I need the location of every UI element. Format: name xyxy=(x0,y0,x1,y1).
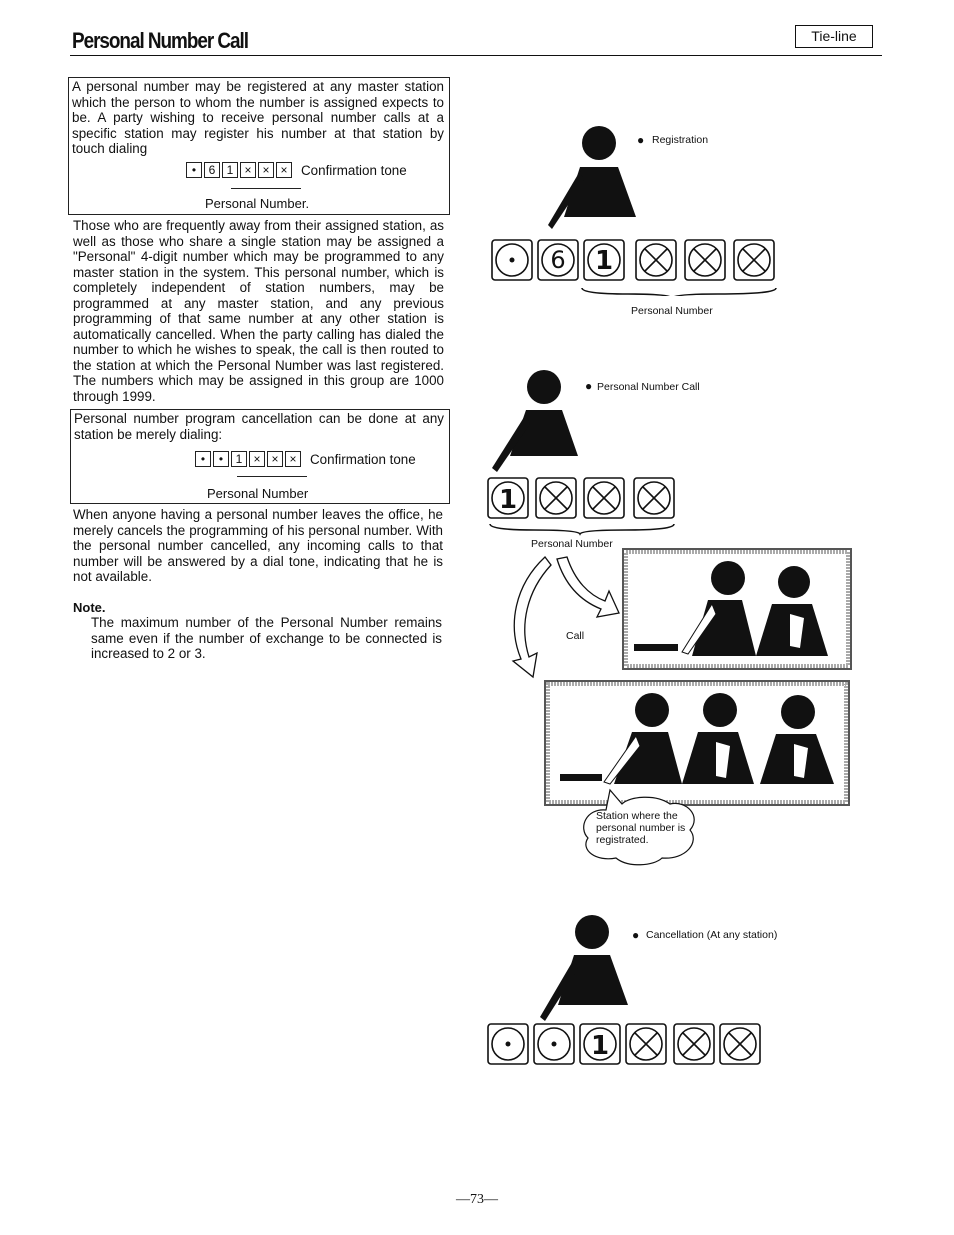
bullet-icon: ● xyxy=(632,928,640,942)
personal-number-label: Personal Number xyxy=(207,486,309,501)
key-dot: • xyxy=(186,162,202,178)
underline xyxy=(231,188,301,189)
key-dot: • xyxy=(213,451,229,467)
section-tag: Tie-line xyxy=(795,25,873,48)
key-x: × xyxy=(258,162,274,178)
cancellation-key-sequence xyxy=(195,451,416,467)
call-keys-graphic xyxy=(484,474,684,536)
key-x: × xyxy=(267,451,283,467)
confirmation-tone-label: Confirmation tone xyxy=(301,162,407,178)
bullet-icon: ● xyxy=(637,133,645,147)
note-text: The maximum number of the Personal Number remains same even if the number of exchange to be connected is increased to 2 or 3. xyxy=(91,615,442,661)
call-personal-number-label: Personal Number xyxy=(531,538,613,550)
registration-keys-graphic xyxy=(488,236,778,296)
key-6: 6 xyxy=(204,162,220,178)
svg-text:1: 1 xyxy=(498,485,518,515)
page-title: Personal Number Call xyxy=(72,28,248,53)
registration-text: A personal number may be registered at any master station which the person to whom the number is assigned expects to be. A party wishing to receive personal number calls at a specific station may register his number at that station by touch dialing xyxy=(72,79,444,156)
header-rule xyxy=(70,55,882,56)
cancellation-box xyxy=(70,409,450,504)
key-dot: • xyxy=(195,451,211,467)
station-picture-upper xyxy=(622,548,852,670)
cancellation-paragraph: When anyone having a personal number leaves the office, he merely cancels the programming of his personal number. With the personal number cancelled, any incoming calls to that number will be answered by a dial tone, indicating that he is not available. xyxy=(73,507,443,584)
cancellation-caption: Cancellation (At any station) xyxy=(646,929,778,941)
call-arrow-label: Call xyxy=(566,630,585,642)
registration-person-icon xyxy=(540,125,650,235)
svg-text:1: 1 xyxy=(590,1031,610,1061)
key-x: × xyxy=(240,162,256,178)
cancellation-text: Personal number program cancellation can be done at any station be merely dialing: xyxy=(74,411,444,442)
key-x: × xyxy=(249,451,265,467)
registration-key-sequence xyxy=(186,162,407,178)
key-1: 1 xyxy=(222,162,238,178)
note-title: Note. xyxy=(73,600,106,615)
call-caption: Personal Number Call xyxy=(597,381,700,393)
station-bubble-text: Station where the personal number is registrated. xyxy=(596,810,686,846)
page-number: —73— xyxy=(456,1192,498,1207)
registration-personal-number-label: Personal Number xyxy=(631,305,713,317)
cancellation-person-icon xyxy=(536,913,646,1023)
call-person-icon xyxy=(488,370,588,480)
key-x: × xyxy=(285,451,301,467)
cancellation-keys-graphic xyxy=(484,1020,764,1070)
key-x: × xyxy=(276,162,292,178)
description-paragraph: Those who are frequently away from their assigned station, as well as those who share a single station may be assigned a "Personal" 4-digit number which may be programmed to any master station in the system. This personal number, which is completely independent of station numbers, may be programmed at any master station, and any previous programming of that same number at any other station is automatically cancelled. When the party calling has dialed the number to which he wishes to speak, the call is then routed to the station at which the Personal Number was last registered. The numbers which may be assigned in this group are 1000 through 1999. xyxy=(73,218,444,404)
call-arrows-graphic xyxy=(505,555,625,685)
confirmation-tone-label: Confirmation tone xyxy=(310,451,416,467)
registration-box xyxy=(68,77,450,215)
bullet-icon: ● xyxy=(585,379,593,393)
svg-text:1: 1 xyxy=(594,246,614,276)
registration-caption: Registration xyxy=(652,134,709,146)
key-1: 1 xyxy=(231,451,247,467)
svg-text:6: 6 xyxy=(550,246,566,274)
underline xyxy=(237,476,307,477)
personal-number-label: Personal Number. xyxy=(205,196,310,211)
